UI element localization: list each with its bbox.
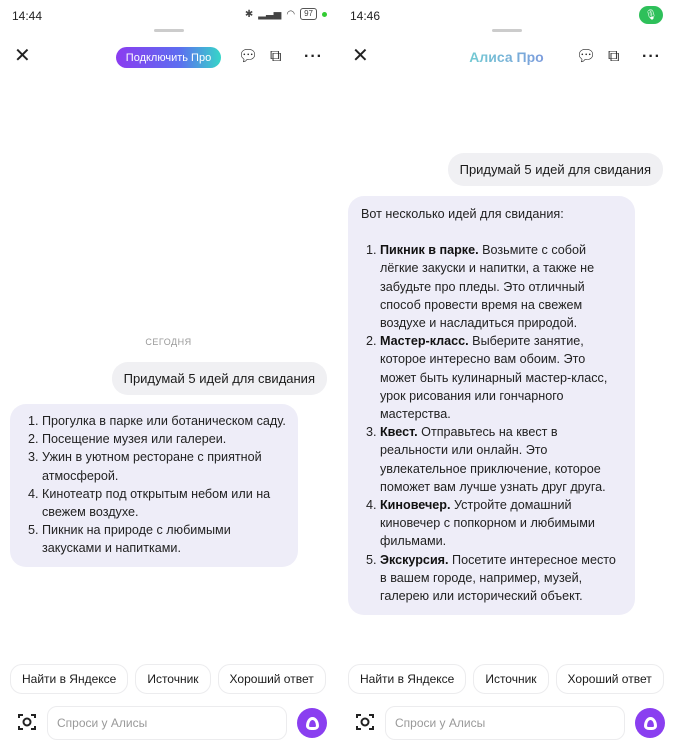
connect-pro-button[interactable]: Подключить Про: [116, 47, 221, 68]
list-item: [380, 496, 623, 551]
more-icon[interactable]: ···: [304, 48, 323, 65]
status-time: 14:44: [12, 9, 43, 23]
status-time: 14:46: [350, 9, 381, 23]
search-yandex-chip[interactable]: Найти в Яндексе: [10, 664, 128, 694]
source-chip[interactable]: Источник: [473, 664, 548, 694]
item-title: Пикник в парке.: [380, 243, 479, 258]
status-icons: [639, 6, 663, 24]
item-title: Экскурсия.: [380, 552, 449, 567]
ask-input[interactable]: Спроси у Алисы: [385, 706, 625, 740]
chats-icon[interactable]: 💬︎: [238, 48, 259, 65]
good-answer-chip[interactable]: Хороший ответ: [556, 664, 664, 694]
chats-icon[interactable]: 💬︎: [576, 48, 597, 65]
item-text: Устройте домашний киновечер с попкорном и любимыми фильмами.: [380, 498, 595, 549]
alice-icon: [644, 717, 657, 730]
drag-handle[interactable]: [492, 29, 522, 32]
close-icon[interactable]: ✕: [14, 45, 31, 67]
close-icon[interactable]: ✕: [352, 45, 369, 67]
alice-voice-button[interactable]: [635, 708, 665, 738]
search-yandex-chip[interactable]: Найти в Яндексе: [348, 664, 466, 694]
gallery-icon[interactable]: ⧉: [270, 48, 282, 65]
date-label: СЕГОДНЯ: [145, 337, 192, 347]
list-item: [380, 332, 623, 423]
list-item: 1. Прогулка в парке или ботаническом саду.: [42, 412, 288, 430]
suggestion-chips: [348, 664, 664, 694]
gallery-icon[interactable]: ⧉: [608, 48, 620, 65]
suggestion-chips: [10, 664, 326, 694]
ask-input[interactable]: Спроси у Алисы: [47, 706, 287, 740]
more-icon[interactable]: ···: [642, 48, 661, 65]
list-item: [380, 551, 623, 606]
indicator-dot: [322, 12, 327, 17]
item-title: Киновечер.: [380, 498, 451, 513]
source-chip[interactable]: Источник: [135, 664, 210, 694]
list-item: 5. Пикник на природе с любимыми закусками и напитками.: [42, 521, 288, 557]
camera-icon[interactable]: [355, 712, 375, 732]
chat-screen-left: [0, 0, 337, 750]
signal-icon: ▂▃▅: [258, 8, 282, 20]
list-item: 4. Кинотеатр под открытым небом или на свежем воздухе.: [42, 485, 288, 521]
camera-icon[interactable]: [17, 712, 37, 732]
list-item: 2. Посещение музея или галереи.: [42, 430, 288, 448]
wifi-icon: ◠: [286, 8, 296, 20]
microphone-indicator-icon: 🎙︎: [639, 6, 663, 24]
item-text: Отправьтесь на квест в реальности или онлайн. Это увлекательное приключение, которое поможет вам лучше узнать друг друга.: [380, 425, 606, 494]
drag-handle[interactable]: [154, 29, 184, 32]
alice-voice-button[interactable]: [297, 708, 327, 738]
list-item: 3. Ужин в уютном ресторане с приятной атмосферой.: [42, 448, 288, 484]
user-message: Придумай 5 идей для свидания: [112, 362, 327, 395]
status-icons: [245, 8, 327, 20]
item-text: Возьмите с собой лёгкие закуски и напитки, а также не забудьте про пледы. Это отличный способ провести время на свежем воздухе и насладиться природой.: [380, 243, 595, 331]
chat-screen-right: [338, 0, 675, 750]
item-text: Выберите занятие, которое интересно вам обоим. Это может быть кулинарный мастер-класс, урок рисования или гончарного мастерства.: [380, 334, 608, 422]
user-message: Придумай 5 идей для свидания: [448, 153, 663, 186]
battery-icon: 97: [300, 8, 317, 20]
item-title: Мастер-класс.: [380, 334, 469, 349]
item-text: Посетите интересное место в вашем городе, например, музей, галерею или исторический объект.: [380, 552, 616, 604]
assistant-message: [348, 196, 635, 615]
list-item: [380, 241, 623, 332]
list-item: [380, 423, 623, 496]
answer-intro: Вот несколько идей для свидания:: [361, 207, 564, 221]
bluetooth-icon: ✱: [244, 8, 254, 20]
alice-icon: [306, 717, 319, 730]
item-title: Квест.: [380, 425, 418, 440]
assistant-message: [10, 404, 298, 567]
header-title: Алиса Про: [448, 49, 565, 65]
good-answer-chip[interactable]: Хороший ответ: [218, 664, 326, 694]
